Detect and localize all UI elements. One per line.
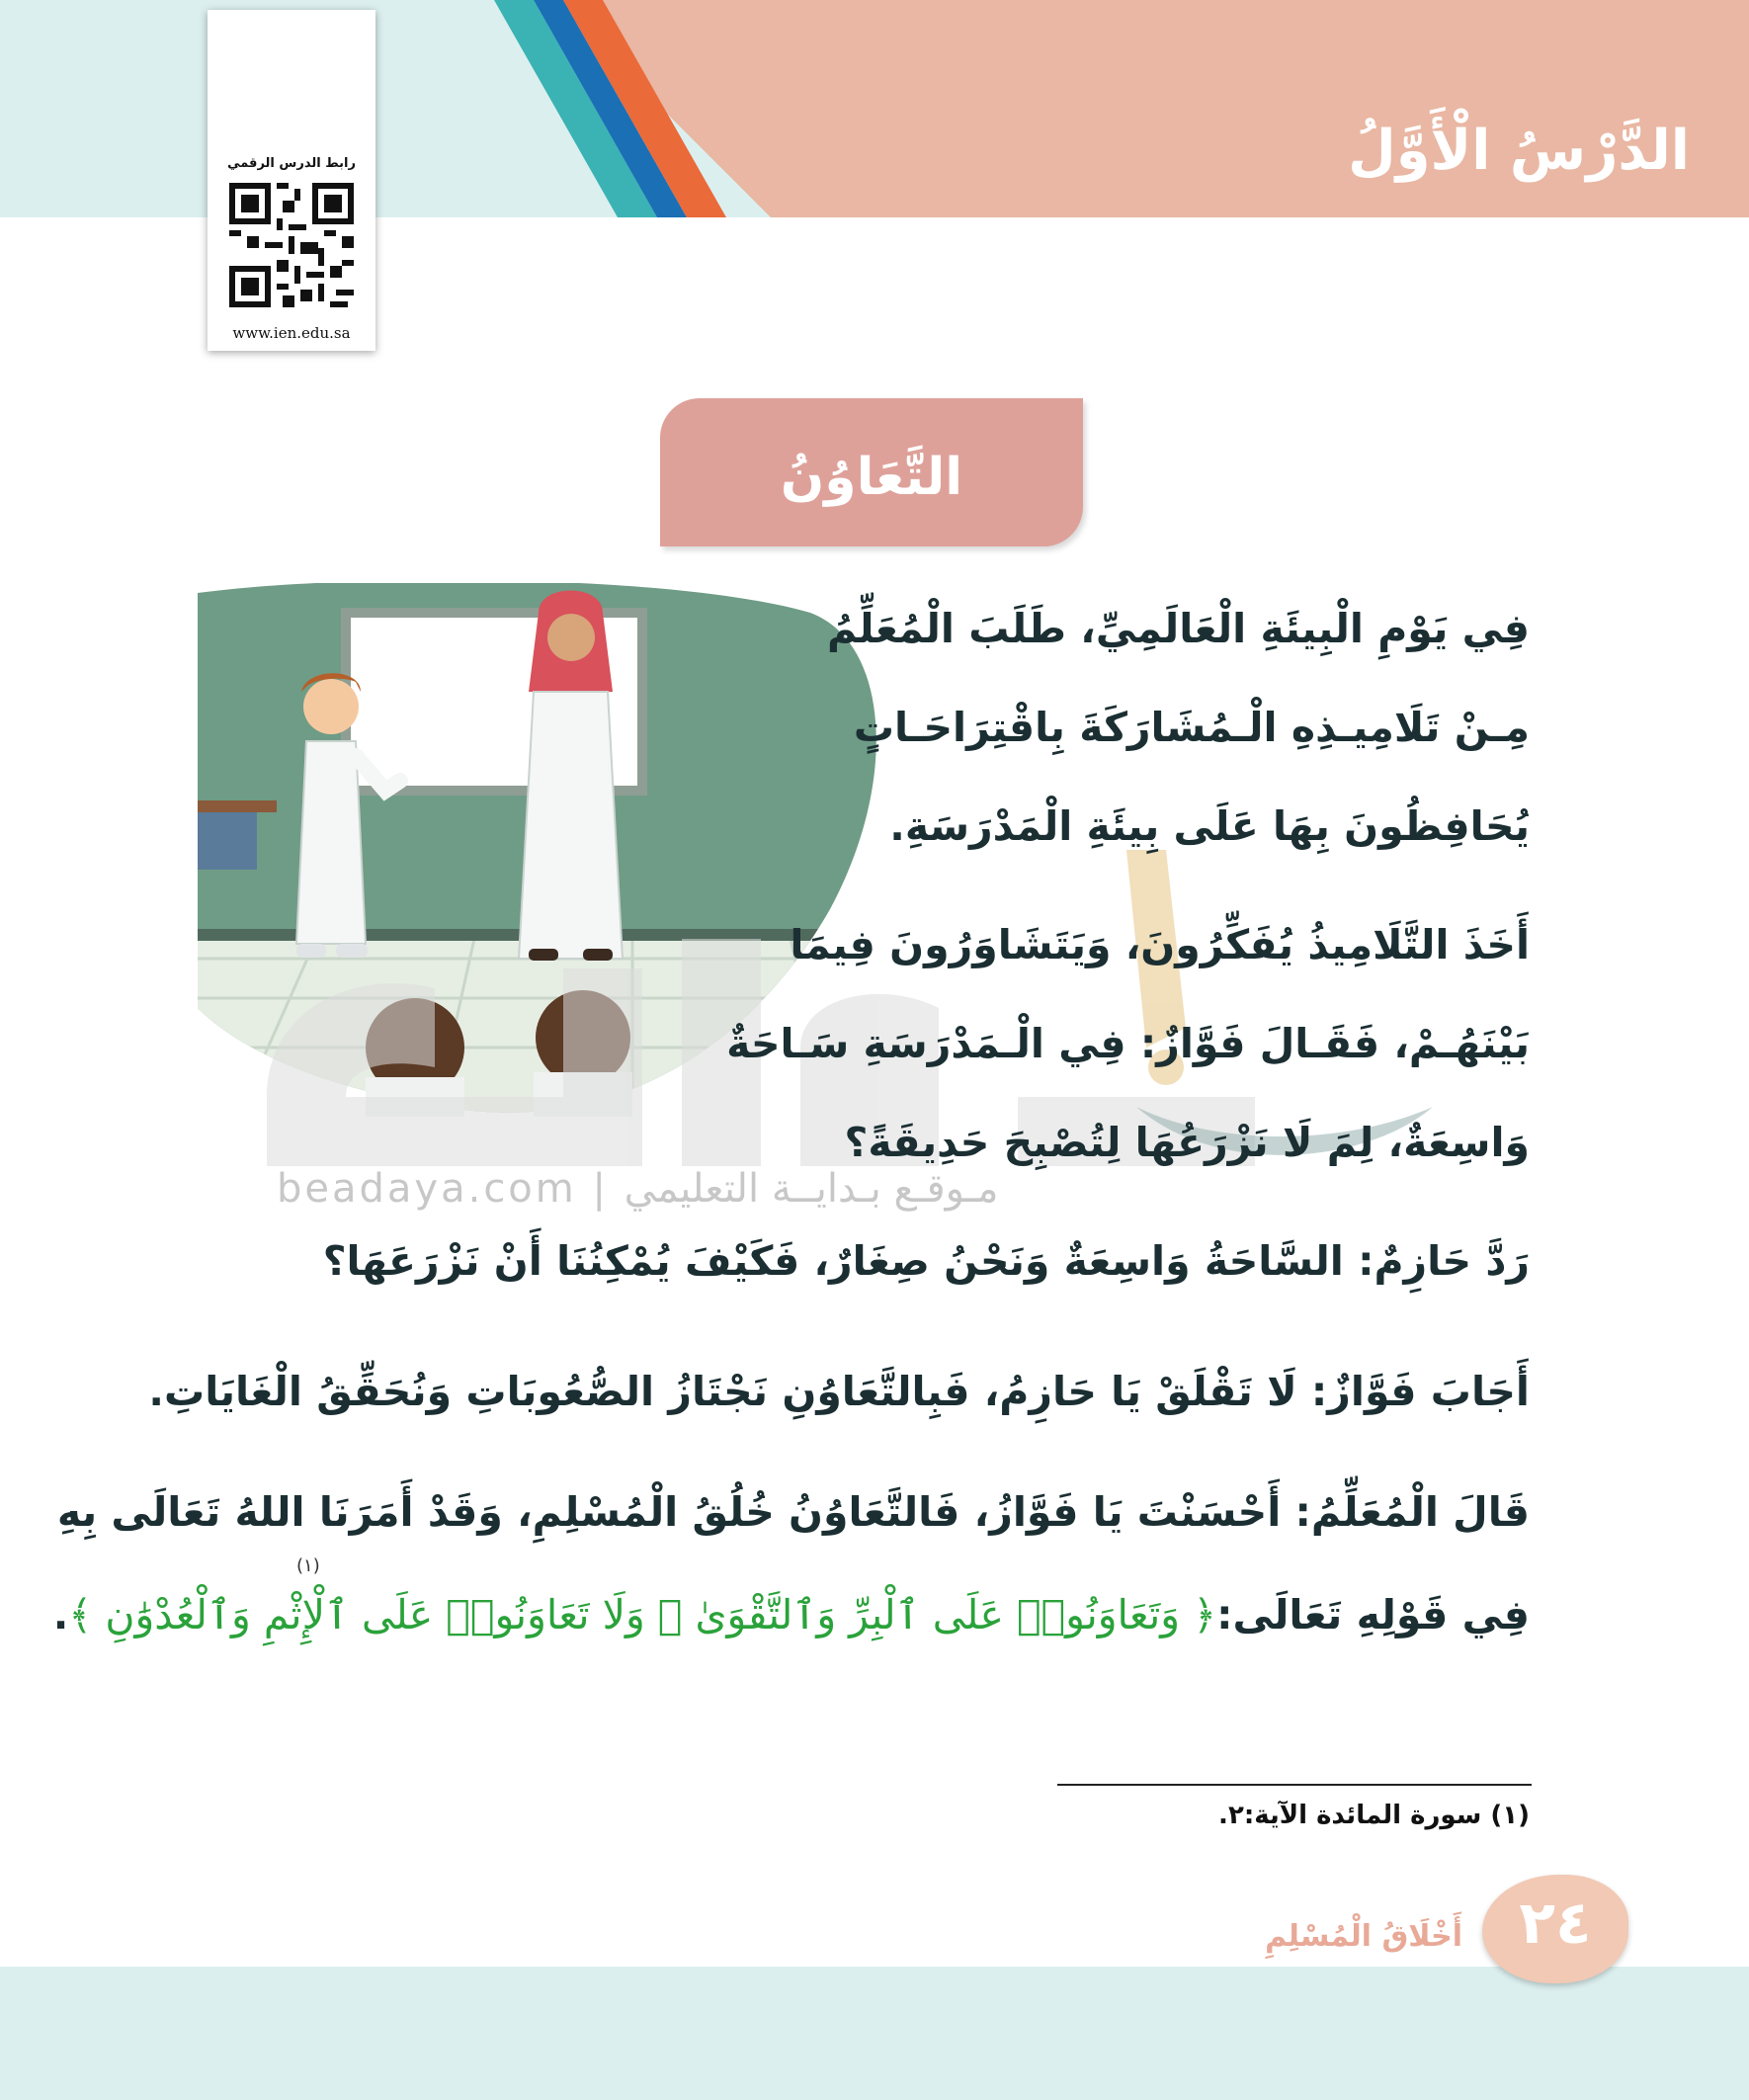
paragraph-3: رَدَّ حَازِمٌ: السَّاحَةُ وَاسِعَةٌ وَنَحْنُ صِغَارٌ، فَكَيْفَ يُمْكِنُنَا أَنْ نَزْرَعَهَا؟ <box>322 1237 1530 1285</box>
footnote-marker: (١) <box>296 1555 320 1576</box>
verse-intro: فِي قَوْلِهِ تَعَالَى: <box>1216 1591 1530 1638</box>
lesson-title: الدَّرْسُ الْأَوَّلُ <box>1348 119 1690 183</box>
paragraph-1-line-1: فِي يَوْمِ الْبِيئَةِ الْعَالَمِيِّ، طَلَبَ الْمُعَلِّمُ <box>826 605 1530 652</box>
qr-label: رابط الدرس الرقمي <box>227 156 356 171</box>
topic-title: التَّعَاوُنُ <box>780 448 963 507</box>
page-number-badge <box>1482 1875 1628 1983</box>
qr-code-icon[interactable] <box>229 183 354 307</box>
footer-band <box>0 1967 1749 2100</box>
paragraph-1-line-2: مِـنْ تَلَامِيـذِهِ الْـمُشَارَكَةَ بِاقْتِرَاحَـاتٍ <box>853 704 1530 751</box>
verse-end-dot: . <box>52 1591 69 1638</box>
watermark-text: beadaya.com | مـوقـع بـدايــة التعليمي <box>277 1166 999 1212</box>
header-stripes <box>494 0 791 217</box>
paragraph-1-line-3: يُحَافِظُونَ بِهَا عَلَى بِيئَةِ الْمَدْرَسَةِ. <box>889 802 1530 850</box>
paragraph-5-line-1: قَالَ الْمُعَلِّمُ: أَحْسَنْتَ يَا فَوَّازُ، فَالتَّعَاوُنُ خُلُقُ الْمُسْلِمِ، وَقَدْ أَمَرَنَا اللهُ تَعَالَى بِهِ <box>56 1488 1530 1536</box>
footnote-rule <box>1057 1784 1532 1786</box>
topic-box <box>660 398 1083 546</box>
paragraph-4: أَجَابَ فَوَّازٌ: لَا تَقْلَقْ يَا حَازِمُ، فَبِالتَّعَاوُنِ نَجْتَازُ الصُّعُوبَاتِ وَنُحَقِّقُ الْغَايَاتِ. <box>148 1368 1530 1415</box>
paragraph-2-line-2: بَيْنَهُـمْ، فَقَـالَ فَوَّازٌ: فِي الْـمَدْرَسَةِ سَـاحَةٌ <box>726 1020 1530 1067</box>
footnote: (١) سورة المائدة الآية:٢. <box>1218 1801 1530 1830</box>
book-name: أَخْلَاقُ الْمُسْلِمِ <box>1265 1919 1462 1954</box>
qr-url[interactable]: www.ien.edu.sa <box>232 324 351 342</box>
paragraph-2-line-1: أَخَذَ التَّلَامِيذُ يُفَكِّرُونَ، وَيَتَشَاوَرُونَ فِيمَا <box>790 921 1530 968</box>
page-number: ٢٤ <box>1519 1889 1592 1958</box>
paragraph-5-line-2 <box>53 1591 1530 1638</box>
qr-card[interactable] <box>208 10 375 351</box>
paragraph-2-line-3: وَاسِعَةٌ، لِمَ لَا نَزْرَعُهَا لِتُصْبِحَ حَدِيقَةً؟ <box>844 1119 1530 1166</box>
quran-verse: ﴿ وَتَعَاوَنُوا۟ عَلَى ٱلْبِرِّ وَٱلتَّقْوَىٰ ۖ وَلَا تَعَاوَنُوا۟ عَلَى ٱلْإِثْمِ وَٱلْعُدْوَٰنِ ﴾ <box>68 1591 1217 1638</box>
